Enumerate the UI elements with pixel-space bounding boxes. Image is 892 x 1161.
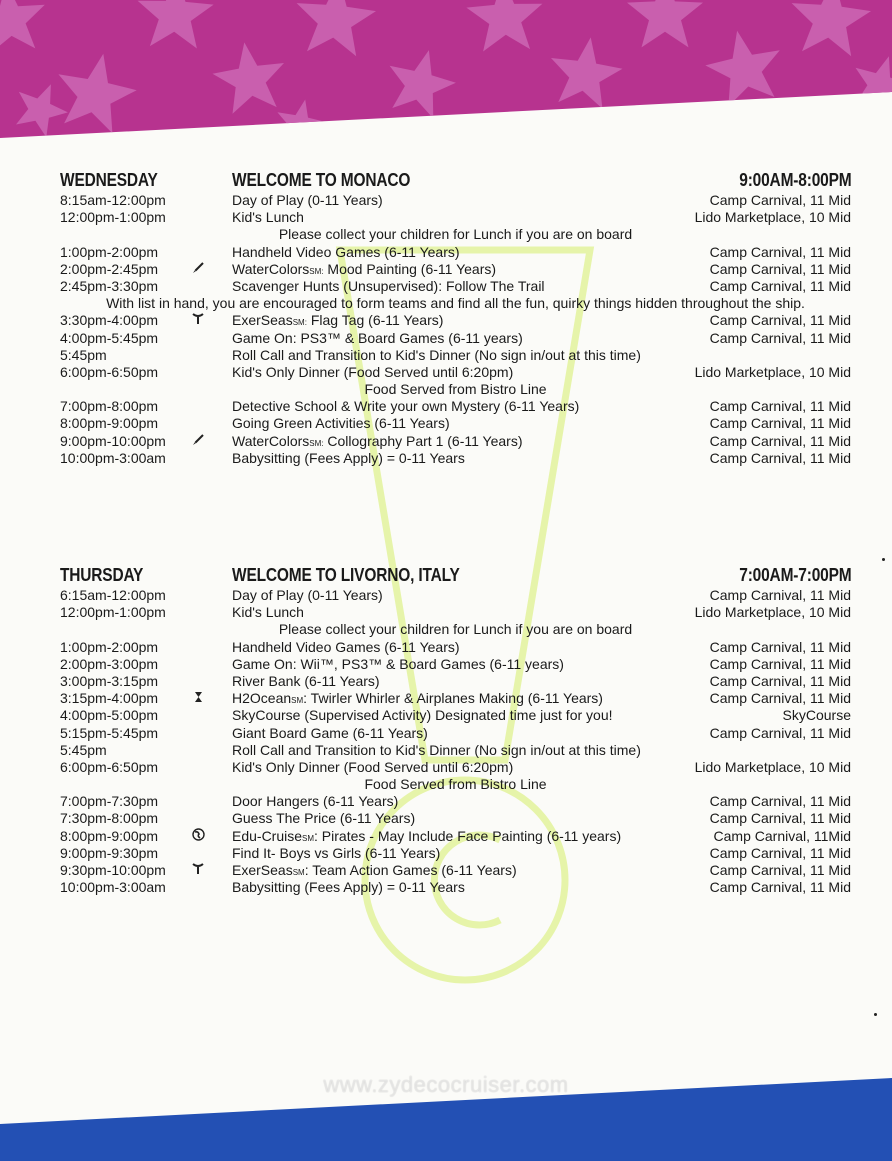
schedule-row [60,656,851,673]
note-row [60,295,851,312]
activity-name: WaterColors [232,260,310,277]
activity-cell: Day of Play (0-11 Years) [232,587,383,603]
location-cell: Camp Carnival, 11Mid [713,827,851,844]
schedule-row [60,415,851,432]
activity-detail: Mood Painting (6-11 Years) [323,260,497,277]
activity-cell: River Bank (6-11 Years) [232,672,380,689]
port-title: WELCOME TO LIVORNO, ITALY [232,565,460,585]
time-cell: 3:30pm-4:00pm [60,312,159,329]
schedule-row [60,278,851,295]
location-cell: Camp Carnival, 11 Mid [709,192,851,208]
activity-cell: Kid's Only Dinner (Food Served until 6:20pm) [232,758,514,775]
schedule-row [60,690,851,707]
time-cell: 9:00pm-9:30pm [60,844,159,861]
activity-cell: Roll Call and Transition to Kid's Dinner (No sign in/out at this time) [232,741,641,758]
activity-detail: Flag Tag (6-11 Years) [306,312,444,329]
day-heading: THURSDAY [60,565,144,585]
time-cell: 12:00pm-1:00pm [60,209,166,226]
activity-cell: Game On: Wii™, PS3™ & Board Games (6-11 years) [232,655,564,672]
schedule-row [60,398,851,415]
time-cell: 6:00pm-6:50pm [60,758,159,775]
location-cell: Camp Carnival, 11 Mid [709,449,851,466]
schedule-row [60,639,851,656]
schedule-row [60,879,851,896]
activity-cell: Going Green Activities (6-11 Years) [232,415,450,432]
location-cell: Camp Carnival, 11 Mid [709,638,851,655]
schedule-row [60,604,851,621]
schedule-row [60,209,851,226]
activity-name: Edu-Cruise [232,827,303,844]
time-cell: 2:00pm-2:45pm [60,260,159,277]
time-cell: 9:30pm-10:00pm [60,862,166,878]
activity-name: WaterColors [232,432,310,449]
schedule-row [60,364,851,381]
schedule-row [60,759,851,776]
note-row [60,621,851,638]
location-cell: Camp Carnival, 11 Mid [709,655,851,672]
activity-cell: Game On: PS3™ & Board Games (6-11 years) [232,329,523,346]
port-title: WELCOME TO MONACO [232,170,411,190]
time-cell: 8:00pm-9:00pm [60,827,159,844]
location-cell: Lido Marketplace, 10 Mid [694,363,851,380]
time-cell: 7:30pm-8:00pm [60,810,159,827]
activity-cell: Door Hangers (6-11 Years) [232,793,399,810]
service-mark: SM: [309,266,324,276]
time-cell: 3:00pm-3:15pm [60,672,159,689]
location-cell: Camp Carnival, 11 Mid [709,810,851,827]
paintbrush-icon [190,433,206,450]
time-cell: 2:00pm-3:00pm [60,655,159,672]
schedule-row [60,845,851,862]
star-banner [0,0,892,140]
location-cell: Camp Carnival, 11 Mid [709,312,851,329]
service-mark: SM: [292,318,307,328]
location-cell: Camp Carnival, 11 Mid [709,329,851,346]
sport-icon [190,862,206,879]
sport-icon [190,312,206,329]
schedule-row [60,330,851,347]
location-cell: Camp Carnival, 11 Mid [709,879,851,896]
activity-cell: Giant Board Game (6-11 Years) [232,724,428,741]
location-cell: Camp Carnival, 11 Mid [709,243,851,260]
schedule-row [60,742,851,759]
schedule-row [60,261,851,278]
time-cell: 6:00pm-6:50pm [60,363,159,380]
activity-cell: Kid's Only Dinner (Food Served until 6:20pm) [232,363,514,380]
edge-dot [882,558,885,561]
time-cell: 1:00pm-2:00pm [60,638,159,655]
day-heading: WEDNESDAY [60,170,158,190]
activity-cell: SkyCourse (Supervised Activity) Designated time just for you! [232,707,613,724]
section-header [60,565,851,587]
activity-cell: Handheld Video Games (6-11 Years) [232,243,460,260]
activity-cell: Find It- Boys vs Girls (6-11 Years) [232,844,441,861]
service-mark: SM: [309,438,324,448]
location-cell: Camp Carnival, 11 Mid [709,672,851,689]
location-cell: Lido Marketplace, 10 Mid [694,758,851,775]
location-cell: SkyCourse [782,707,851,724]
location-cell: Camp Carnival, 11 Mid [709,587,851,603]
time-cell: 4:00pm-5:45pm [60,329,159,346]
time-cell: 1:00pm-2:00pm [60,243,159,260]
note-text: With list in hand, you are encouraged to form teams and find all the fun, quirky things hidden throughout the ship. [106,295,805,312]
note-row [60,226,851,243]
activity-cell: Scavenger Hunts (Unsupervised): Follow The Trail [232,277,545,294]
time-cell: 12:00pm-1:00pm [60,604,166,621]
location-cell: Camp Carnival, 11 Mid [709,793,851,810]
schedule-row [60,725,851,742]
time-cell: 9:00pm-10:00pm [60,432,166,449]
activity-cell: Guess The Price (6-11 Years) [232,810,416,827]
location-cell: Camp Carnival, 11 Mid [709,690,851,707]
schedule-row [60,312,851,329]
time-cell: 8:00pm-9:00pm [60,415,159,432]
activity-cell: Handheld Video Games (6-11 Years) [232,638,460,655]
edge-dot [874,1013,877,1016]
activity-cell: Detective School & Write your own Mystery (6-11 Years) [232,398,580,415]
time-cell: 8:15am-12:00pm [60,192,166,208]
schedule-rows [60,192,851,467]
paintbrush-icon [190,261,206,278]
activity-name: ExerSeas [232,862,293,878]
watermark: www.zydecocruiser.com [323,1072,569,1097]
time-cell: 5:45pm [60,741,107,758]
port-hours: 9:00AM-8:00PM [738,170,851,190]
activity-cell: Day of Play (0-11 Years) [232,192,383,208]
activity-detail: Collography Part 1 (6-11 Years) [323,432,523,449]
activity-cell: Babysitting (Fees Apply) = 0-11 Years [232,449,465,466]
schedule-wednesday [60,170,851,467]
schedule-row [60,450,851,467]
section-header [60,170,851,192]
location-cell: Camp Carnival, 11 Mid [709,415,851,432]
activity-cell: Kid's Lunch [232,209,304,226]
activity-detail: : Twirler Whirler & Airplanes Making (6-11 Years) [303,690,603,707]
location-cell: Camp Carnival, 11 Mid [709,277,851,294]
time-cell: 7:00pm-8:00pm [60,398,159,415]
activity-detail: : Pirates - May Include Face Painting (6-11 years) [314,827,622,844]
schedule-row [60,810,851,827]
globe-icon [190,828,206,845]
schedule-row [60,793,851,810]
schedule-row [60,587,851,604]
schedule-row [60,433,851,450]
schedule-row [60,673,851,690]
location-cell: Lido Marketplace, 10 Mid [694,604,851,621]
schedule-row [60,347,851,364]
schedule-row [60,192,851,209]
note-text: Please collect your children for Lunch if you are on board [278,226,633,243]
activity-cell: Kid's Lunch [232,604,304,621]
port-hours: 7:00AM-7:00PM [738,565,851,585]
location-cell: Camp Carnival, 11 Mid [709,398,851,415]
time-cell: 3:15pm-4:00pm [60,690,159,707]
schedule-thursday [60,565,851,896]
time-cell: 7:00pm-7:30pm [60,793,159,810]
location-cell: Camp Carnival, 11 Mid [709,260,851,277]
schedule-row [60,707,851,724]
schedule-rows [60,587,851,896]
location-cell: Camp Carnival, 11 Mid [709,432,851,449]
location-cell: Camp Carnival, 11 Mid [709,724,851,741]
time-cell: 10:00pm-3:00am [60,449,166,466]
note-text: Food Served from Bistro Line [364,776,547,793]
location-cell: Lido Marketplace, 10 Mid [694,209,851,226]
time-cell: 6:15am-12:00pm [60,587,166,603]
time-cell: 10:00pm-3:00am [60,879,166,896]
activity-cell: Babysitting (Fees Apply) = 0-11 Years [232,879,465,896]
activity-name: H2Ocean [232,690,292,707]
note-row [60,381,851,398]
schedule-row [60,862,851,879]
location-cell: Camp Carnival, 11 Mid [709,844,851,861]
activity-detail: : Team Action Games (6-11 Years) [304,862,517,878]
time-cell: 4:00pm-5:00pm [60,707,159,724]
activity-name: ExerSeas [232,312,293,329]
note-row [60,776,851,793]
time-cell: 5:15pm-5:45pm [60,724,159,741]
note-text: Food Served from Bistro Line [364,381,547,398]
time-cell: 2:45pm-3:30pm [60,277,159,294]
activity-cell: Roll Call and Transition to Kid's Dinner (No sign in/out at this time) [232,346,641,363]
service-mark: SM [302,833,315,843]
time-cell: 5:45pm [60,346,107,363]
service-mark: SM [292,868,305,877]
hourglass-icon [190,690,206,707]
service-mark: SM [291,696,304,706]
schedule-row [60,244,851,261]
note-text: Please collect your children for Lunch if you are on board [278,621,633,638]
location-cell: Camp Carnival, 11 Mid [709,862,851,878]
schedule-row [60,828,851,845]
